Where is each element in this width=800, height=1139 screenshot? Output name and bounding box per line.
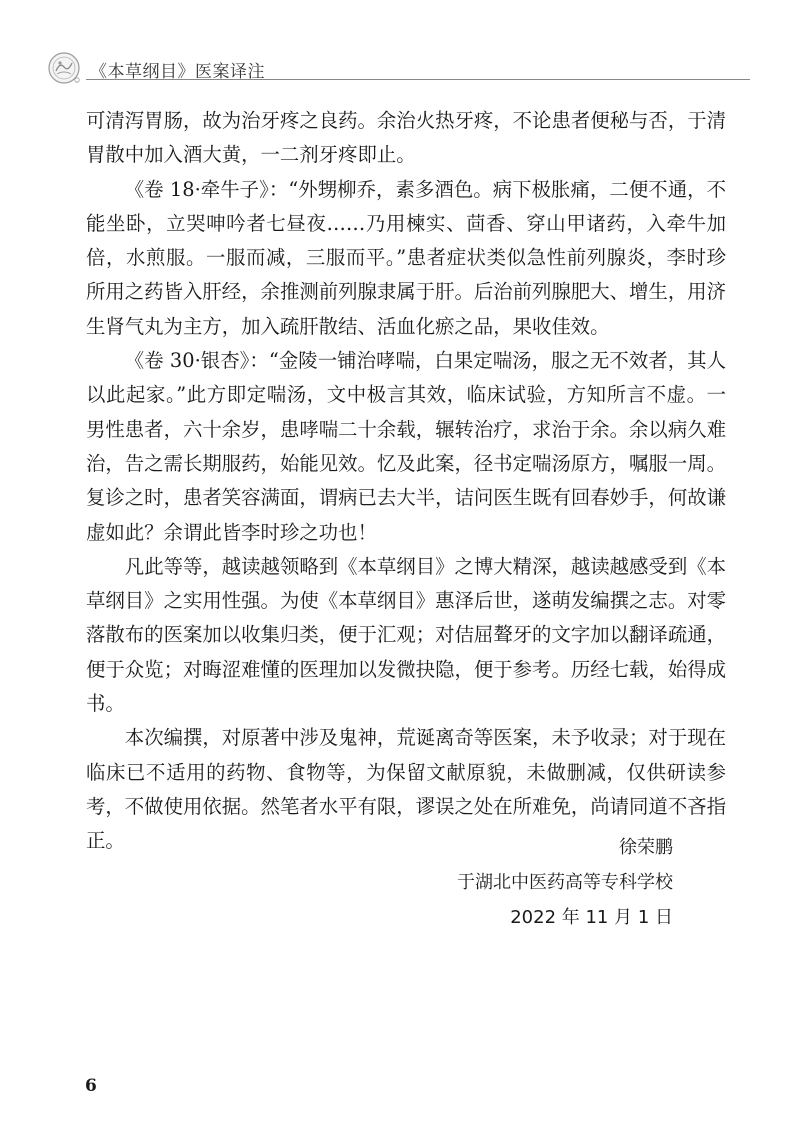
paragraph: 《卷 30·银杏》：“金陵一铺治哮喘，白果定喘汤，服之无不效者，其人以此起家。”此方即定喘汤，文中极言其效，临床试验，方知所言不虚。一男性患者，六十余岁，患哮喘二十余载，辗转治疗，求治于余。余以病久难治，告之需长期服药，始能见效。忆及此案，径书定喘汤原方，嘱服一周。复诊之时，患者笑容满面，谓病已去大半，诘问医生既有回春妙手，何故谦虚如此？余谓此皆李时珍之功也！ (86, 349, 726, 544)
signature-block (457, 830, 673, 935)
running-header (46, 46, 750, 86)
emblem-icon (46, 50, 82, 86)
header-divider (86, 79, 750, 80)
paragraph: 凡此等等，越读越领略到《本草纲目》之博大精深，越读越感受到《本草纲目》之实用性强。为使《本草纲目》惠泽后世，遂萌发编撰之志。对零落散布的医案加以收集归类，便于汇观；对佶屈聱牙的文字加以翻译疏通，便于众览；对晦涩难懂的医理加以发微抉隐，便于参考。历经七载，始得成书。 (86, 554, 726, 716)
header-title: 《本草纲目》医案译注 (90, 62, 265, 82)
paragraph: 本次编撰，对原著中涉及鬼神，荒诞离奇等医案，未予收录；对于现在临床已不适用的药物、食物等，为保留文献原貌，未做删减，仅供研读参考，不做使用依据。然笔者水平有限，谬误之处在所难免，尚请同道不吝指正。 (86, 726, 726, 853)
page-number: 6 (85, 1076, 97, 1096)
author-name: 徐荣鹏 (619, 837, 673, 858)
paragraph: 可清泻胃肠，故为治牙疼之良药。余治火热牙疼，不论患者便秘与否，于清胃散中加入酒大黄，一二剂牙疼即止。 (86, 109, 726, 167)
paragraph: 《卷 18·牵牛子》：“外甥柳乔，素多酒色。病下极胀痛，二便不通，不能坐卧，立哭呻吟者七昼夜……乃用楝实、茴香、穿山甲诸药，入牵牛加倍，水煎服。一服而减，三服而平。”患者症状类似急性前列腺炎，李时珍所用之药皆入肝经，余推测前列腺隶属于肝。后治前列腺肥大、增生，用济生肾气丸为主方，加入疏肝散结、活血化瘀之品，果收佳效。 (86, 177, 726, 338)
main-text (86, 104, 726, 859)
signature-date: 2022 年 11 月 1 日 (510, 907, 673, 928)
author-affiliation: 于湖北中医药高等专科学校 (457, 872, 673, 893)
